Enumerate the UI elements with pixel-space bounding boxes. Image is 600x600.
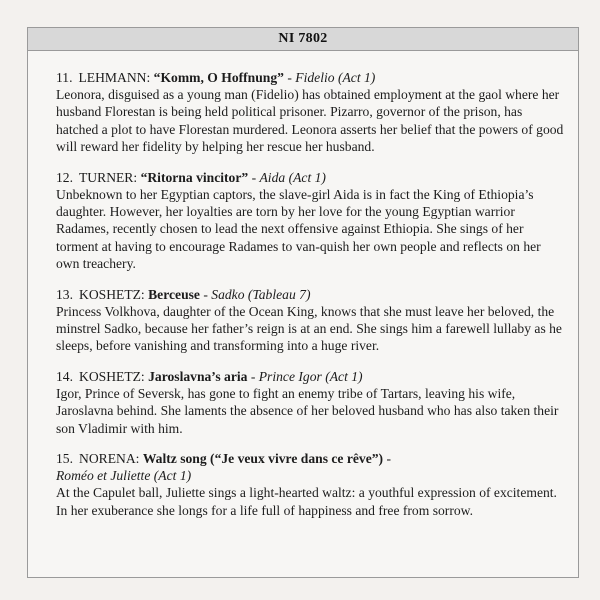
aria-title: Jaroslavna’s aria: [148, 368, 248, 384]
synopsis: At the Capulet ball, Juliette sings a light-hearted waltz: a youthful expression of excitement. In her exuberance she longs for a life full of happiness and free from sorrow.: [56, 485, 557, 518]
opera-line: [56, 467, 566, 484]
opera-title: Sadko: [211, 286, 245, 302]
synopsis: Unbeknown to her Egyptian captors, the slave-girl Aida is in fact the King of Ethiopia’s daughter. However, her loyalties are torn by her love for the young Egyptian warrior Radames, recently chosen to lead the next offensive against Ethiopia. She sings of her torment at having to encourage Radames to van-quish her own people and reflects on her own treachery.: [56, 186, 541, 272]
separator: -: [247, 368, 259, 384]
opera-title: Roméo et Juliette: [56, 468, 151, 484]
opera-title: Fidelio: [295, 70, 335, 85]
separator: -: [283, 70, 296, 85]
track-11: [56, 69, 566, 156]
composer: KOSHETZ:: [79, 368, 145, 384]
track-heading: [56, 169, 566, 186]
track-13: [56, 286, 566, 355]
track-number: 12.: [56, 169, 73, 185]
track-list: [28, 51, 578, 519]
act: (Act 1): [337, 70, 376, 85]
track-heading: [56, 69, 566, 86]
synopsis: Leonora, disguised as a young man (Fidelio) has obtained employment at the gaol where her husband Florestan is being held political prisoner. Pizarro, governor of the prison, has hatched a plot to have Florestan murdered. Leonora asserts her belief that the powers of good will reward her fidelity by helping her rescue her husband.: [56, 87, 564, 155]
opera-title: Prince Igor: [258, 368, 322, 384]
act: (Act 1): [325, 368, 363, 384]
aria-title: Waltz song (“Je veux vivre dans ce rêve”): [142, 451, 384, 467]
separator: -: [248, 169, 260, 185]
aria-title: “Komm, O Hoffnung”: [153, 70, 284, 85]
synopsis: Igor, Prince of Seversk, has gone to fight an enemy tribe of Tartars, leaving his wife, Jaroslavna behind. She laments the absence of her beloved husband who has also taken their son Vladimir with him.: [56, 385, 559, 436]
track-heading: [56, 286, 566, 303]
track-number: 15.: [56, 451, 73, 467]
track-number: 13.: [56, 286, 73, 302]
track-number: 11.: [56, 70, 73, 85]
act: (Act 1): [288, 169, 326, 185]
synopsis: Princess Volkhova, daughter of the Ocean King, knows that she must leave her beloved, the minstrel Sadko, because her father’s reign is at an end. She sings him a farewell lullaby as he sleeps, before vanishing and transforming into a huge river.: [56, 303, 562, 354]
track-12: [56, 169, 566, 273]
track-number: 14.: [56, 368, 73, 384]
composer: LEHMANN:: [78, 70, 151, 85]
aria-title: “Ritorna vincitor”: [140, 169, 249, 185]
track-heading: [56, 450, 566, 467]
act: (Tableau 7): [247, 286, 311, 302]
track-15: [56, 450, 566, 519]
booklet-page: [27, 27, 579, 578]
track-heading: [56, 368, 566, 385]
composer: TURNER:: [79, 169, 138, 185]
separator: -: [199, 286, 212, 302]
track-14: [56, 368, 566, 437]
header-band: [28, 28, 578, 51]
catalog-number: NI 7802: [278, 31, 328, 46]
separator: -: [383, 451, 392, 467]
composer: KOSHETZ:: [79, 286, 145, 302]
aria-title: Berceuse: [148, 286, 200, 302]
opera-title: Aida: [259, 169, 286, 185]
composer: NORENA:: [79, 451, 140, 467]
act: (Act 1): [153, 468, 192, 484]
